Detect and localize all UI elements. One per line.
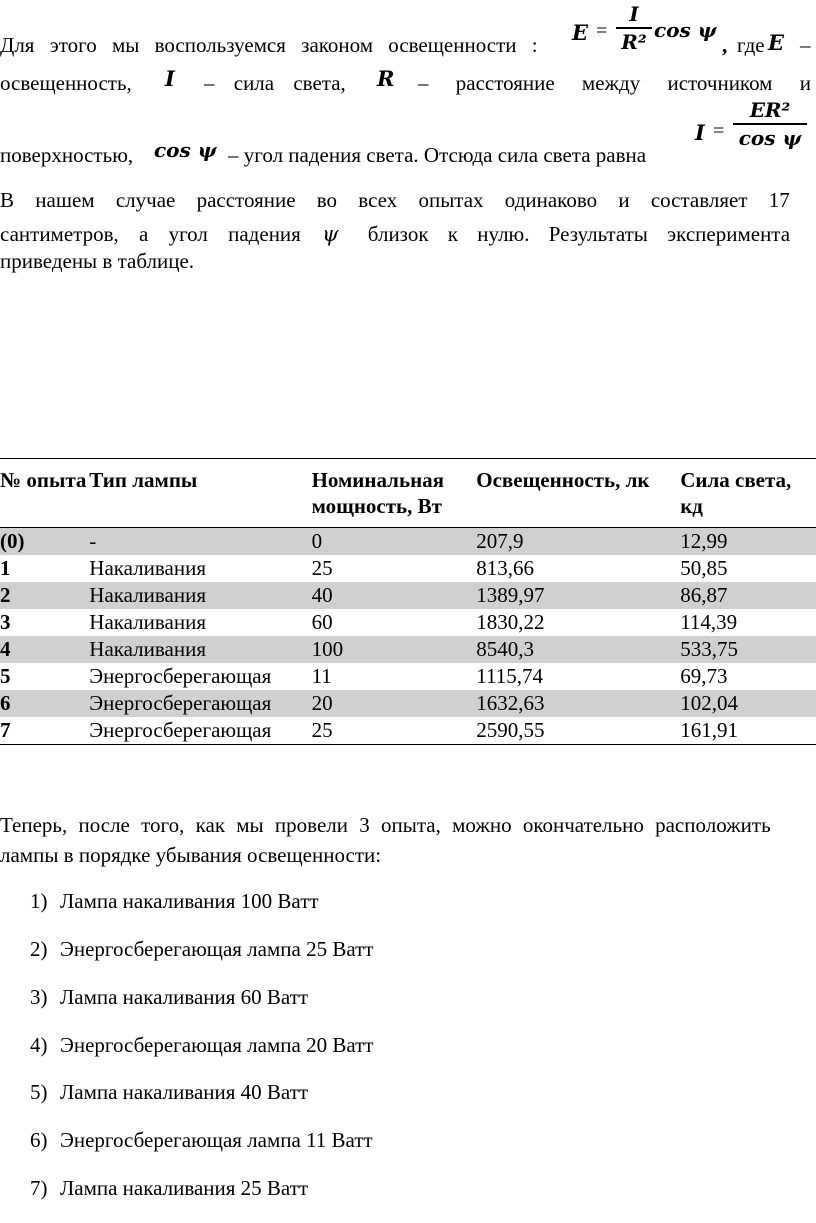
paragraph-conditions-line1 — [0, 183, 816, 217]
fraction2-bar — [733, 123, 807, 125]
table-row — [0, 528, 816, 556]
header-intensity: Сила света, кд — [680, 459, 816, 528]
cell-illuminance: 1632,63 — [476, 690, 680, 717]
symbol-E: E — [768, 30, 785, 55]
surface-word: поверхностью, — [0, 143, 134, 167]
cell-power: 25 — [311, 556, 333, 580]
cell-lamp-type: Энергосберегающая — [89, 664, 272, 688]
results-table — [0, 458, 816, 745]
cell-intensity: 12,99 — [680, 528, 816, 556]
list-text: Лампа накаливания 60 Ватт — [60, 985, 309, 1009]
cell-illuminance: 1830,22 — [476, 610, 545, 634]
table-header-row — [0, 459, 816, 528]
paragraph-law-intro — [0, 33, 538, 58]
table-row — [0, 717, 816, 745]
list-item — [30, 887, 319, 915]
symbol-I: I — [165, 66, 175, 91]
cell-intensity: 114,39 — [680, 610, 738, 634]
formula2-numerator: ER² — [749, 98, 791, 122]
dash-E: – — [800, 33, 811, 57]
paragraph-conclusion-line1 — [0, 808, 816, 842]
table-row — [0, 609, 816, 636]
header-power: Номинальная мощность, Вт — [312, 459, 477, 528]
cell-power: 20 — [312, 690, 477, 717]
list-item — [30, 1031, 373, 1059]
light-intensity-text: – сила света, — [204, 71, 346, 95]
cell-intensity: 102,04 — [680, 690, 816, 717]
formula2-lhs: I — [695, 120, 705, 145]
cell-number: (0) — [0, 528, 89, 556]
conditions-line1-text: В нашем случае расстояние во всех опытах одинаково и составляет 17 — [0, 188, 790, 212]
cell-power: 40 — [312, 582, 477, 609]
cell-number: 2 — [0, 582, 89, 609]
conditions-line2b-text: близок к нулю. Результаты эксперимента — [367, 222, 791, 246]
table-row — [0, 663, 816, 690]
list-number: 3) — [30, 985, 48, 1009]
cell-lamp-type: - — [89, 528, 311, 556]
symbol-R: R — [377, 66, 395, 91]
list-item — [30, 1174, 308, 1202]
illuminance-word: освещенность, — [0, 71, 132, 95]
conclusion-line2-text: лампы в порядке убывания освещенности: — [0, 843, 382, 867]
where-text: где — [737, 33, 765, 57]
comma: , — [722, 33, 728, 57]
cell-intensity: 50,85 — [680, 556, 728, 580]
list-item — [30, 1126, 373, 1154]
intensity-formula — [695, 98, 810, 168]
formula2-fraction — [733, 98, 807, 150]
cell-number: 4 — [0, 636, 89, 663]
cell-intensity: 69,73 — [680, 664, 728, 688]
list-text: Лампа накаливания 100 Ватт — [60, 889, 319, 913]
cell-illuminance: 207,9 — [476, 528, 680, 556]
cell-power: 11 — [311, 664, 332, 688]
formula-numerator: I — [629, 2, 639, 26]
table-row — [0, 690, 816, 717]
cell-number: 1 — [0, 556, 11, 580]
intro-text: Для этого мы воспользуемся законом освещенности : — [0, 33, 538, 57]
symbol-psi: ψ — [322, 222, 339, 246]
cell-illuminance: 8540,3 — [476, 636, 680, 663]
header-lamp-type: Тип лампы — [89, 459, 311, 528]
cell-lamp-type: Энергосберегающая — [89, 717, 311, 745]
list-number: 7) — [30, 1176, 48, 1200]
formula-equals: = — [596, 20, 608, 42]
cell-number: 7 — [0, 717, 89, 745]
conditions-line2a-text: сантиметров, а угол падения — [0, 222, 301, 246]
cell-number: 6 — [0, 690, 89, 717]
cell-power: 25 — [312, 717, 477, 745]
cell-illuminance: 1115,74 — [476, 664, 543, 688]
formula2-equals: = — [713, 120, 725, 142]
list-number: 5) — [30, 1080, 48, 1104]
cell-power: 100 — [312, 636, 477, 663]
formula-lhs: E — [572, 20, 589, 45]
cell-lamp-type: Энергосберегающая — [89, 690, 311, 717]
list-number: 4) — [30, 1033, 48, 1057]
cell-lamp-type: Накаливания — [89, 582, 311, 609]
cell-illuminance: 2590,55 — [476, 717, 680, 745]
distance-text: – расстояние между источником и — [418, 71, 811, 95]
table-row — [0, 636, 816, 663]
list-text: Энергосберегающая лампа 11 Ватт — [60, 1128, 373, 1152]
cell-illuminance: 813,66 — [476, 556, 535, 580]
header-illuminance: Освещенность, лк — [476, 459, 680, 528]
list-item — [30, 935, 373, 963]
cell-illuminance: 1389,97 — [476, 582, 680, 609]
formula-cos-psi: cos ψ — [654, 18, 717, 42]
cell-lamp-type: Накаливания — [89, 556, 206, 580]
conclusion-line1-text: Теперь, после того, как мы провели 3 опыта, можно окончательно расположить — [0, 813, 771, 837]
cell-intensity: 533,75 — [680, 636, 816, 663]
cell-lamp-type: Накаливания — [89, 610, 206, 634]
cell-lamp-type: Накаливания — [89, 636, 311, 663]
table-row — [0, 555, 816, 582]
paragraph-conclusion-line2 — [0, 838, 381, 872]
cell-intensity: 161,91 — [680, 717, 816, 745]
cell-power: 0 — [312, 528, 477, 556]
cell-power: 60 — [311, 610, 333, 634]
list-item — [30, 1078, 308, 1106]
table-row — [0, 582, 816, 609]
list-text: Энергосберегающая лампа 25 Ватт — [60, 937, 374, 961]
header-experiment: № опыта — [0, 459, 89, 528]
cell-number: 3 — [0, 610, 11, 634]
list-text: Лампа накаливания 40 Ватт — [60, 1080, 309, 1104]
formula-denominator: R² — [621, 30, 647, 54]
symbol-cos-psi: cos ψ — [154, 138, 217, 162]
formula2-denominator: cos ψ — [738, 126, 802, 150]
fraction-bar — [616, 27, 652, 29]
angle-text: – угол падения света. Отсюда сила света равна — [228, 143, 647, 167]
illuminance-law-formula — [572, 2, 722, 64]
list-number: 2) — [30, 937, 48, 961]
formula-fraction — [616, 2, 652, 54]
list-number: 1) — [30, 889, 48, 913]
cell-intensity: 86,87 — [680, 582, 816, 609]
list-item — [30, 983, 308, 1011]
list-text: Энергосберегающая лампа 20 Ватт — [60, 1033, 374, 1057]
conditions-line3-text: приведены в таблице. — [0, 249, 195, 273]
cell-number: 5 — [0, 664, 11, 688]
paragraph-conditions-line3 — [0, 244, 194, 278]
list-number: 6) — [30, 1128, 48, 1152]
list-text: Лампа накаливания 25 Ватт — [60, 1176, 309, 1200]
